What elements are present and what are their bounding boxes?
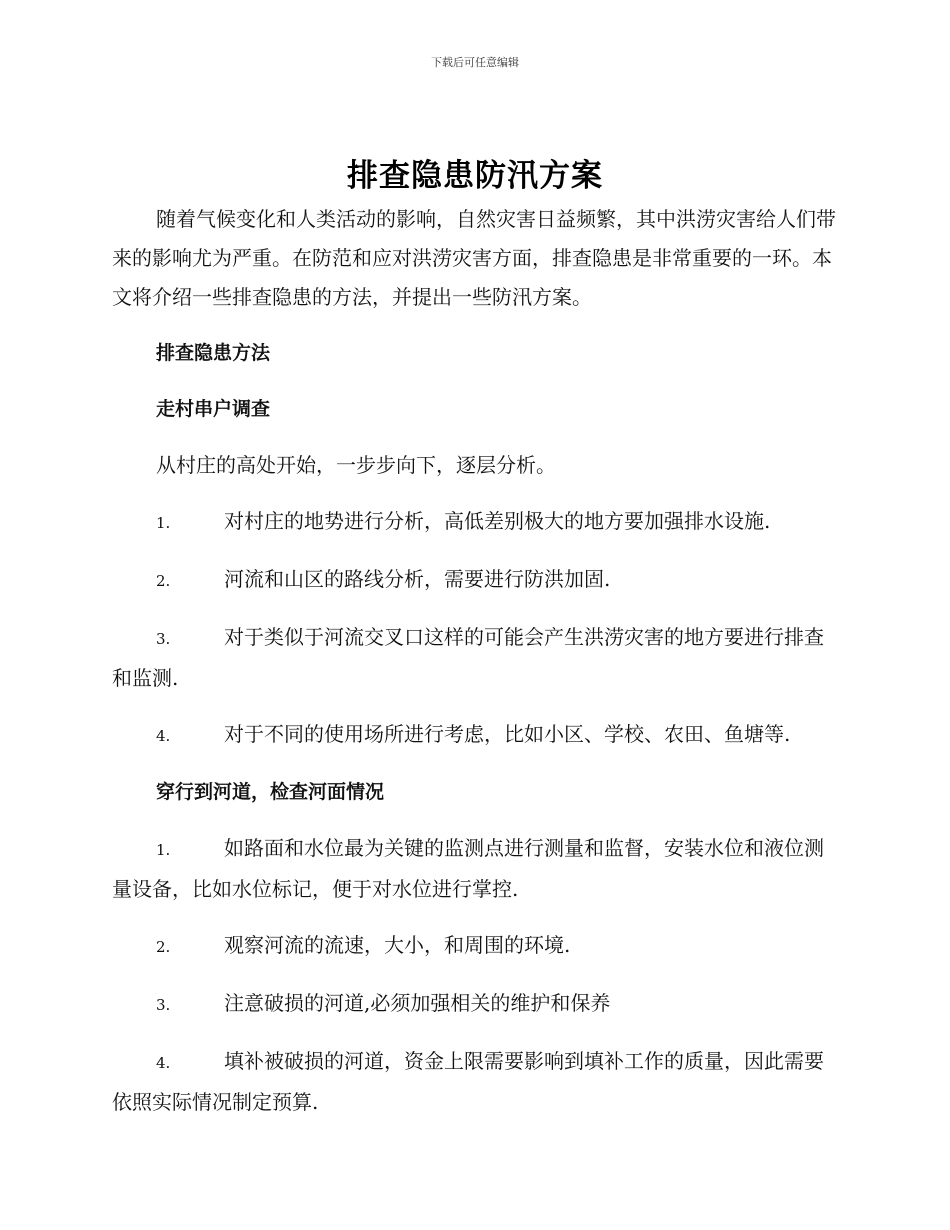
subsection-heading-river: 穿行到河道，检查河面情况	[156, 781, 385, 803]
subsection-heading-village: 走村串户调查	[156, 398, 271, 420]
list-item-text: 注意破损的河道,必须加强相关的维护和保养	[224, 991, 611, 1015]
list-item	[112, 502, 840, 543]
section-heading-methods: 排查隐患方法	[156, 342, 271, 364]
list-item-text: 河流和山区的路线分析，需要进行防洪加固.	[224, 567, 611, 591]
list-item-number: 1.	[156, 841, 171, 859]
list-item-number: 2.	[156, 572, 171, 590]
list-item	[112, 984, 840, 1025]
list-item	[112, 829, 840, 909]
list-item-text: 填补被破损的河道，资金上限需要影响到填补工作的质量，因此需要依照实际情况制定预算.	[112, 1049, 824, 1114]
list-item-number: 4.	[156, 727, 171, 745]
intro-paragraph: 随着气候变化和人类活动的影响，自然灾害日益频繁，其中洪涝灾害给人们带来的影响尤为严重。在防范和应对洪涝灾害方面，排查隐患是非常重要的一环。本文将介绍一些排查隐患的方法，并提出一些防汛方案。	[112, 207, 836, 309]
list-item-number: 3.	[156, 630, 171, 648]
list-item-number: 1.	[156, 514, 171, 532]
list-item-text: 对于不同的使用场所进行考虑，比如小区、学校、农田、鱼塘等.	[224, 722, 791, 746]
list-item-number: 4.	[156, 1054, 171, 1072]
list-item	[112, 715, 840, 756]
header-note: 下载后可任意编辑	[431, 56, 519, 69]
village-lead-paragraph: 从村庄的高处开始，一步步向下，逐层分析。	[156, 453, 556, 477]
list-item	[112, 926, 840, 967]
list-item-text: 如路面和水位最为关键的监测点进行测量和监督，安装水位和液位测量设备，比如水位标记，便于对水位进行掌控.	[112, 836, 824, 901]
list-item	[112, 1042, 840, 1122]
list-item-text: 对村庄的地势进行分析，高低差别极大的地方要加强排水设施.	[224, 509, 771, 533]
list-item	[112, 618, 840, 698]
page-title: 排查隐患防汛方案	[347, 158, 603, 194]
document-body	[112, 200, 840, 1122]
list-item	[112, 560, 840, 601]
list-item-number: 2.	[156, 938, 171, 956]
list-item-number: 3.	[156, 996, 171, 1014]
list-item-text: 观察河流的流速，大小，和周围的环境.	[224, 933, 571, 957]
list-item-text: 对于类似于河流交叉口这样的可能会产生洪涝灾害的地方要进行排查和监测.	[112, 625, 824, 690]
